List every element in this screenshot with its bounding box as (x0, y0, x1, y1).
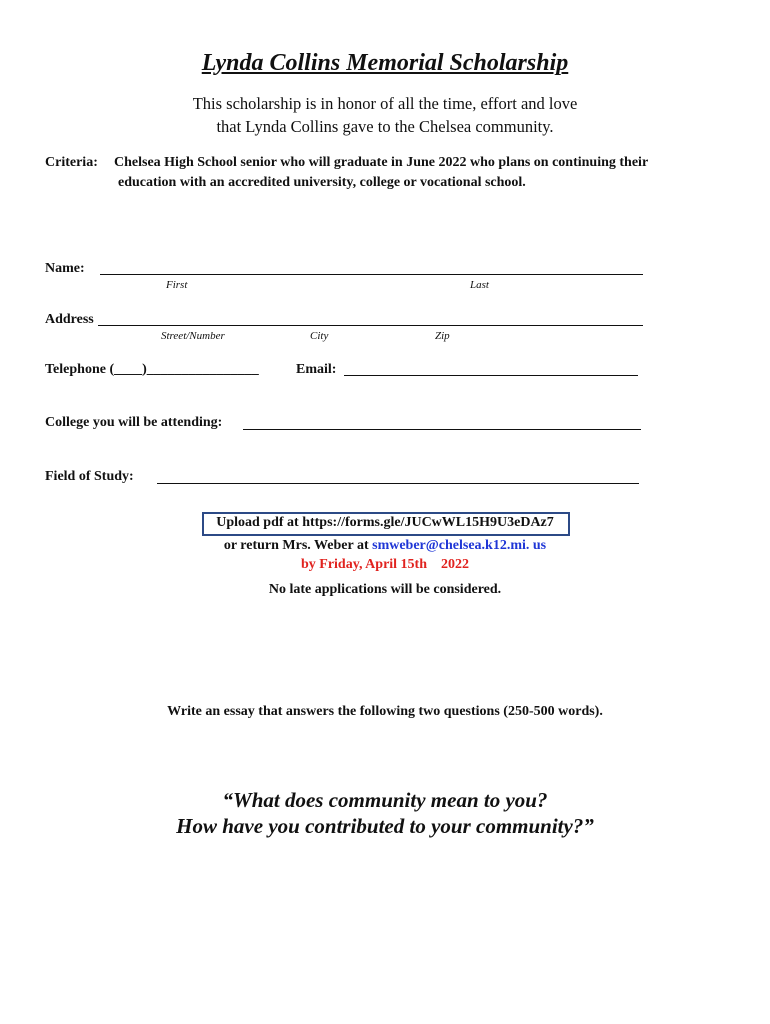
late-notice: No late applications will be considered. (268, 582, 502, 597)
return-line (0, 538, 770, 554)
field-of-study-field[interactable] (157, 483, 639, 484)
telephone-field[interactable]: Telephone (____)________________ (45, 362, 259, 377)
criteria-line-2: education with an accredited university, college or vocational school. (118, 175, 526, 190)
essay-instruction: Write an essay that answers the following two questions (250-500 words). (167, 704, 603, 719)
address-street-caption: Street/Number (161, 330, 225, 342)
essay-question-2: How have you contributed to your community?” (176, 814, 594, 838)
intro-line-1: This scholarship is in honor of all the time, effort and love (192, 94, 578, 113)
email-link[interactable]: smweber@chelsea.k12.mi. us (372, 538, 547, 553)
name-field[interactable] (100, 274, 643, 275)
deadline-text: by Friday, April 15th 2022 (300, 557, 470, 572)
name-first-caption: First (166, 279, 188, 291)
upload-link[interactable]: Upload pdf at https://forms.gle/JUCwWL15H9U3eDAz7 (216, 515, 554, 530)
name-last-caption: Last (470, 279, 489, 291)
college-field[interactable] (243, 429, 641, 430)
college-label: College you will be attending: (45, 415, 223, 430)
address-city-caption: City (310, 330, 329, 342)
return-prefix: or return Mrs. Weber at (223, 538, 373, 553)
address-zip-caption: Zip (435, 330, 450, 342)
essay-question-1: “What does community mean to you? (222, 788, 548, 812)
email-field[interactable] (344, 375, 638, 376)
name-label: Name: (45, 261, 85, 276)
criteria-line-1: Chelsea High School senior who will graduate in June 2022 who plans on continuing their (114, 155, 649, 170)
address-label: Address (45, 312, 94, 327)
address-field[interactable] (98, 325, 643, 326)
criteria-label: Criteria: (45, 155, 98, 170)
email-label: Email: (296, 362, 337, 377)
page-title: Lynda Collins Memorial Scholarship (201, 50, 569, 76)
field-of-study-label: Field of Study: (45, 469, 134, 484)
intro-line-2: that Lynda Collins gave to the Chelsea community. (216, 117, 554, 136)
